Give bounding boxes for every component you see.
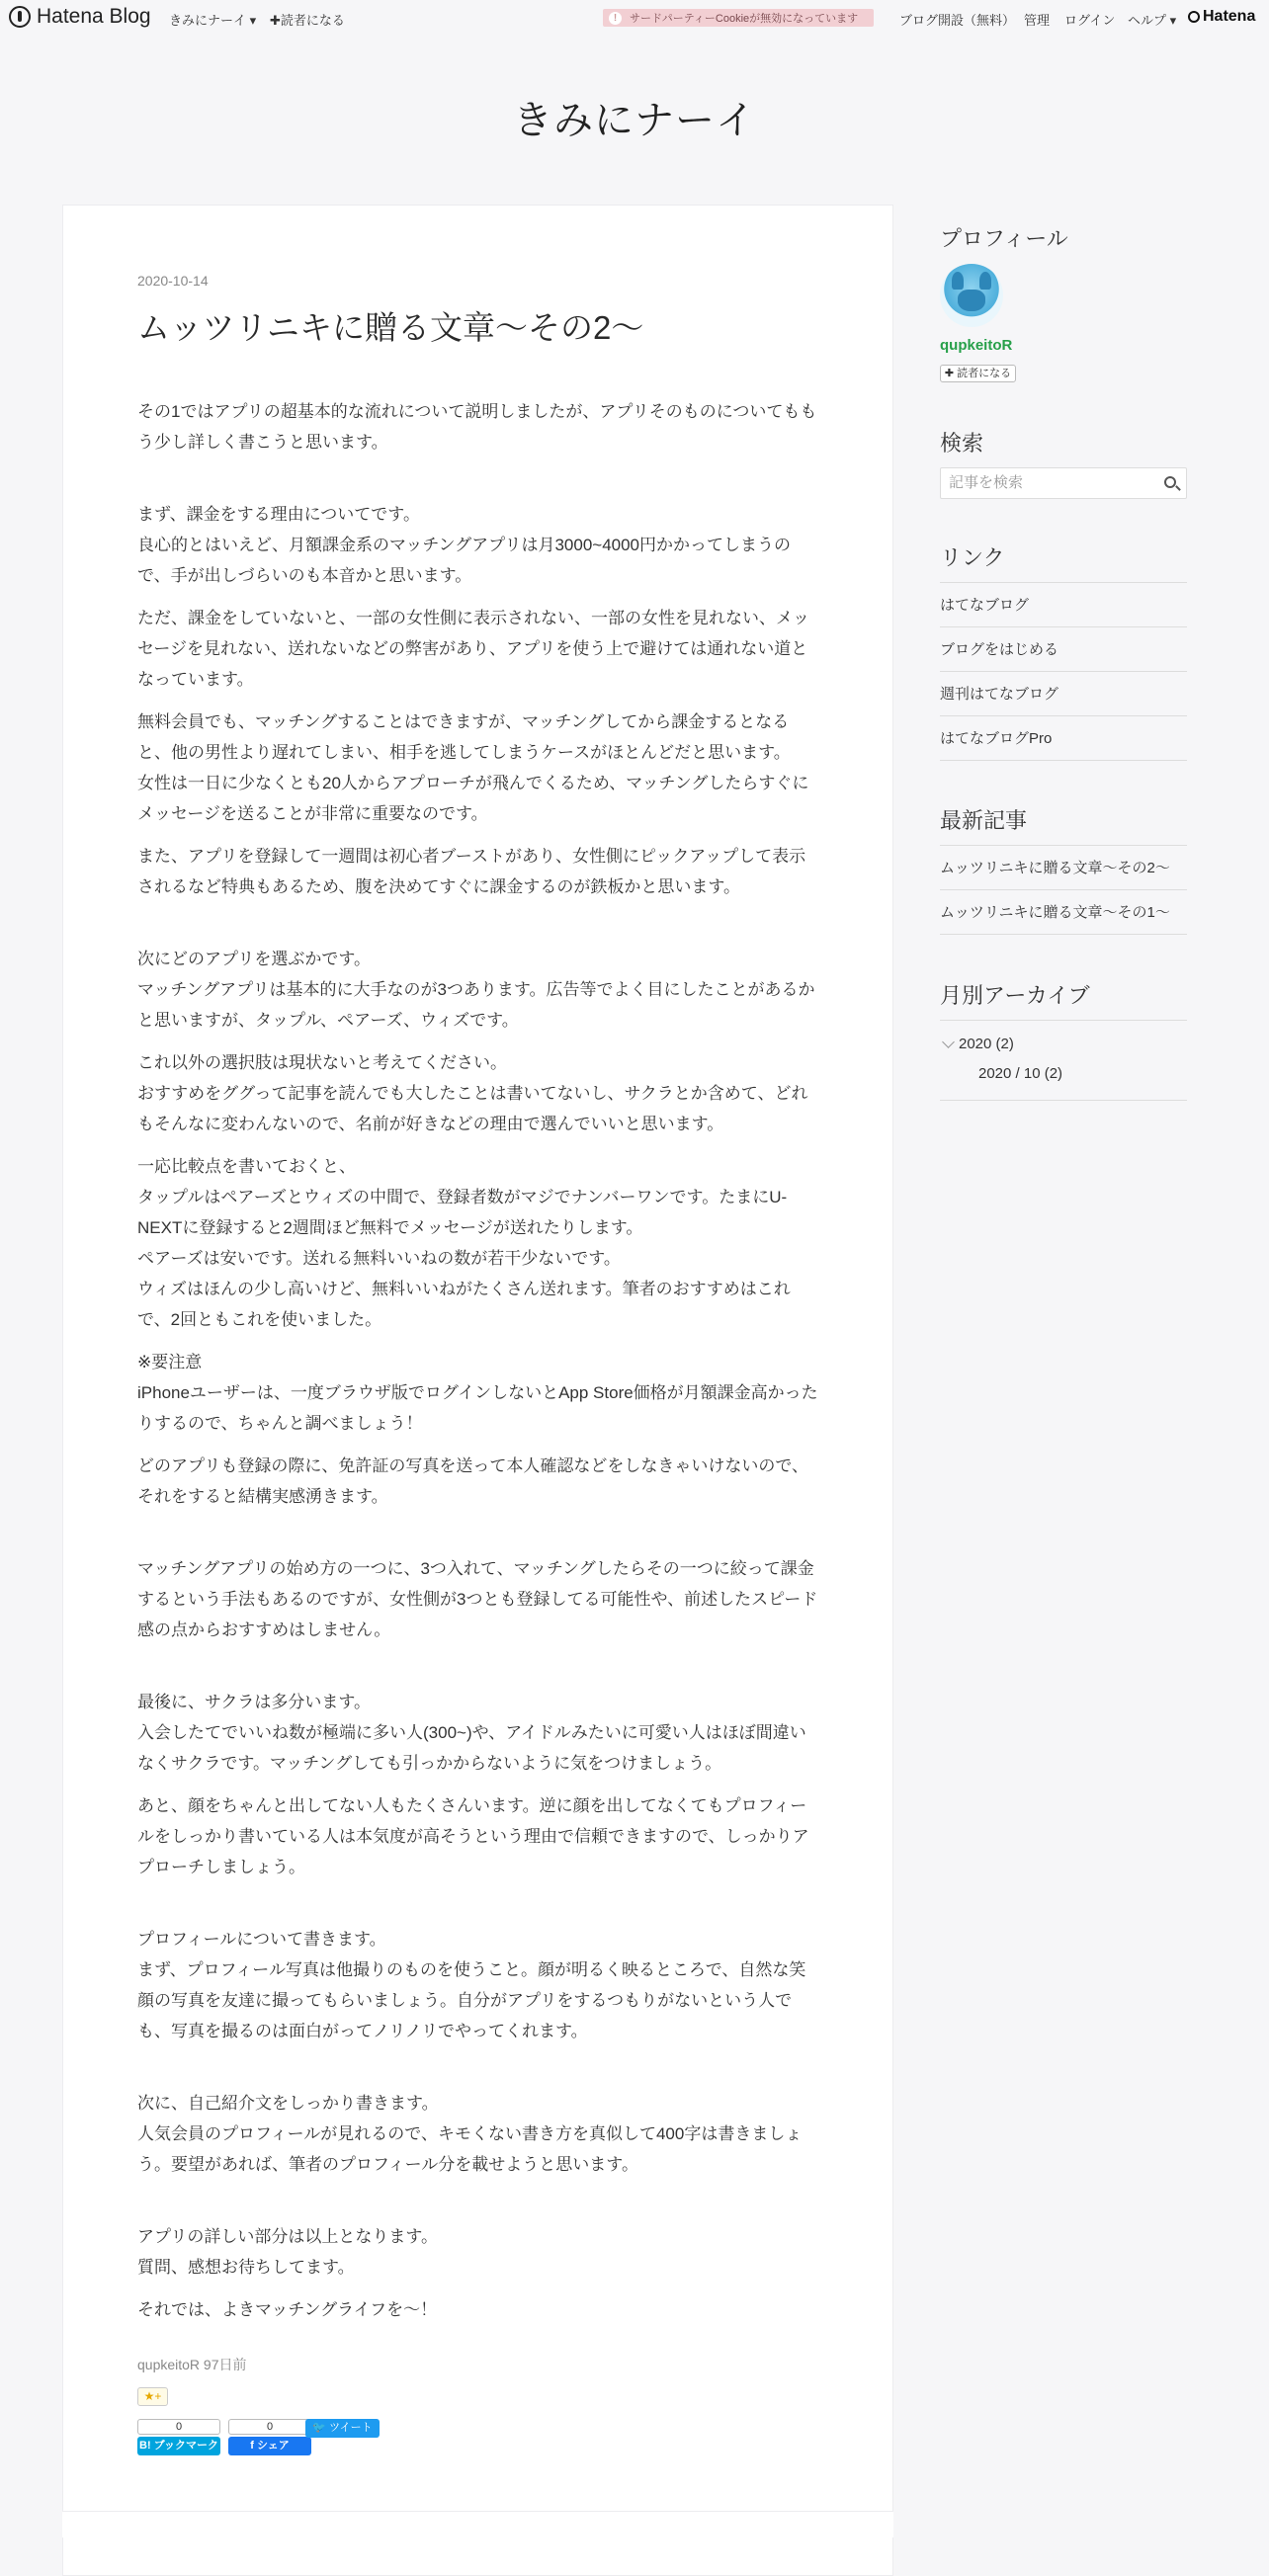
entry-paragraph: その1ではアプリの超基本的な流れについて説明しましたが、アプリそのものについてももう少し詳しく書こうと思います。 <box>137 402 817 452</box>
entry-paragraph: 最後に、サクラは多分います。 入会したてでいいね数が極端に多い人(300~)や、アイドルみたいに可愛い人はほぼ間違いなくサクラです。マッチングしても引っかからないように気をつけましょう。 <box>137 1693 806 1773</box>
hatena-icon <box>1188 11 1200 23</box>
recent-posts-heading: 最新記事 <box>940 808 1028 833</box>
search-input[interactable]: 記事を検索 <box>940 467 1187 499</box>
cookie-notice-text: サードパーティーCookieが無効になっています <box>630 13 859 25</box>
hatena-brand-link[interactable] <box>1188 8 1255 26</box>
twitter-bird-icon: 🐦 <box>312 2422 330 2434</box>
entry-paragraph: 一応比較点を書いておくと、 タップルはペアーズとウィズの中間で、登録者数がマジでナンバーワンです。たまにU-NEXTに登録すると2週間ほど無料でメッセージが送れたりします。 ペアーズは安いです。送れる無料いいねの数が若干少ないです。 ウィズはほんの少し高いけど、無料いいねがたくさん送れます。筆者のおすすめはこれで、2回ともこれを使いました。 <box>137 1157 791 1329</box>
facebook-share[interactable] <box>228 2419 311 2455</box>
entry-paragraph: まず、課金をする理由についてです。 良心的とはいえど、月額課金系のマッチングアプリは月3000~4000円かかってしまうので、手が出しづらいのも本音かと思います。 <box>137 505 792 585</box>
recent-posts-list <box>940 845 1187 935</box>
logo-text: Hatena Blog <box>37 5 151 28</box>
add-star-button[interactable]: ★+ <box>137 2387 168 2406</box>
tweet-label: ツイート <box>329 2422 373 2434</box>
archive-month-link[interactable]: 2020 / 10 (2) <box>978 1065 1063 1082</box>
entry-paragraph: また、アプリを登録して一週間は初心者ブーストがあり、女性側にピックアップして表示されるなど特典もあるため、腹を決めてすぐに課金するのが鉄板かと思います。 <box>137 847 806 896</box>
entry-paragraph: これ以外の選択肢は現状ないと考えてください。 おすすめをググって記事を読んでも大したことは書いてないし、サクラとか含めて、どれもそんなに変わんないので、名前が好きなどの理由で選んでいいと思います。 <box>137 1053 808 1133</box>
hatena-blog-logo-icon <box>9 6 31 28</box>
entry-paragraph: 無料会員でも、マッチングすることはできますが、マッチングしてから課金するとなると、他の男性より遅れてしまい、相手を逃してしまうケースがほとんどだと思います。 女性は一日に少なくとも20人からアプローチが飛んでくるため、マッチングしたらすぐにメッセージを送ることが非常に重要なのです。 <box>137 712 809 823</box>
info-icon: ! <box>609 12 622 25</box>
login-link[interactable]: ログイン <box>1064 13 1116 28</box>
entry-date[interactable]: 2020-10-14 <box>137 273 209 289</box>
search-heading: 検索 <box>940 431 984 456</box>
archive-year-toggle[interactable] <box>944 1036 1014 1052</box>
cookie-notice-banner[interactable] <box>603 9 874 27</box>
tweet-button[interactable] <box>305 2419 380 2438</box>
entry-title[interactable]: ムッツリニキに贈る文章〜その2〜 <box>137 309 644 346</box>
archive-list <box>940 1020 1187 1101</box>
hatena-brand-text: Hatena <box>1203 8 1256 25</box>
entry-paragraph: マッチングアプリの始め方の一つに、3つ入れて、マッチングしたらその一つに絞って課金するという手法もあるのですが、女性側が3つとも登録してる可能性や、前述したスピード感の点からおすすめはしません。 <box>137 1559 818 1639</box>
hatena-blog-logo[interactable] <box>9 5 151 29</box>
bookmark-count: 0 <box>137 2419 220 2435</box>
archive-year: 2020 (2) <box>959 1036 1014 1052</box>
blog-title[interactable]: きみにナーイ <box>513 99 756 142</box>
links-list <box>940 582 1187 761</box>
link-hatena-pro[interactable]: はてなブログPro <box>940 716 1187 761</box>
entry-body <box>137 396 819 2337</box>
entry-paragraph: それでは、よきマッチングライフを〜！ <box>137 2300 438 2319</box>
chevron-down-icon <box>942 1036 955 1048</box>
entry-paragraph: ※要注意 iPhoneユーザーは、一度ブラウザ版でログインしないとApp Store価格が月額課金高かったりするので、ちゃんと調べましょう！ <box>137 1353 818 1433</box>
recent-post-item[interactable]: ムッツリニキに贈る文章〜その1〜 <box>940 890 1187 935</box>
profile-heading: プロフィール <box>940 226 1068 251</box>
facebook-share-button[interactable]: f シェア <box>228 2437 311 2455</box>
subscribe-link[interactable]: ✚読者になる <box>270 13 345 28</box>
profile-avatar[interactable] <box>940 264 1003 327</box>
link-weekly-hatena[interactable]: 週刊はてなブログ <box>940 672 1187 716</box>
hatena-bookmark-share[interactable] <box>137 2419 220 2455</box>
entry-paragraph: どのアプリも登録の際に、免許証の写真を送って本人確認などをしなきゃいけないので、それをすると結構実感湧きます。 <box>137 1456 808 1506</box>
search-icon[interactable] <box>1164 476 1176 488</box>
avatar-ear <box>979 272 991 290</box>
next-section-edge <box>62 2511 893 2537</box>
entry-paragraph: あと、顔をちゃんと出してない人もたくさんいます。逆に顔を出してなくてもプロフィールをしっかり書いている人は本気度が高そうという理由で信頼できますので、しっかりアプローチしましょう。 <box>137 1796 809 1876</box>
avatar-face <box>958 290 985 311</box>
entry-paragraph: アプリの詳しい部分は以上となります。 質問、感想お待ちしてます。 <box>137 2227 438 2277</box>
blog-menu-dropdown[interactable]: きみにナーイ ▾ <box>169 13 257 28</box>
profile-name[interactable]: qupkeitoR <box>940 337 1013 354</box>
links-heading: リンク <box>940 545 1005 570</box>
entry-footer-author[interactable]: qupkeitoR 97日前 <box>137 2357 247 2372</box>
hatena-bookmark-button[interactable]: B! ブックマーク <box>137 2437 220 2455</box>
archive-heading: 月別アーカイブ <box>940 983 1090 1008</box>
entry-paragraph: 次にどのアプリを選ぶかです。 マッチングアプリは基本的に大手なのが3つあります。広告等でよく目にしたことがあるかと思いますが、タップル、ペアーズ、ウィズです。 <box>137 950 815 1030</box>
entry-paragraph: プロフィールについて書きます。 まず、プロフィール写真は他撮りのものを使うこと。顔が明るく映るところで、自然な笑顔の写真を友達に撮ってもらいましょう。自分がアプリをするつもりがないという人でも、写真を撮るのは面白がってノリノリでやってくれます。 <box>137 1930 806 2040</box>
recent-post-item[interactable]: ムッツリニキに贈る文章〜その2〜 <box>940 846 1187 890</box>
link-hatena-blog[interactable]: はてなブログ <box>940 583 1187 627</box>
entry-paragraph: ただ、課金をしていないと、一部の女性側に表示されない、一部の女性を見れない、メッセージを見れない、送れないなどの弊害があり、アプリを使う上で避けては通れない道となっています。 <box>137 609 809 689</box>
manage-link[interactable]: 管理 <box>1024 13 1051 28</box>
facebook-count: 0 <box>228 2419 311 2435</box>
subscribe-button[interactable]: ✚ 読者になる <box>940 365 1016 382</box>
help-dropdown[interactable]: ヘルプ ▾ <box>1128 13 1177 28</box>
top-navigation-bar <box>0 0 1269 36</box>
link-start-blog[interactable]: ブログをはじめる <box>940 627 1187 672</box>
avatar-ear <box>952 272 964 290</box>
entry-paragraph: 次に、自己紹介文をしっかり書きます。 人気会員のプロフィールが見れるので、キモくない書き方を真似して400字は書きましょう。要望があれば、筆者のプロフィール分を載せようと思います。 <box>137 2094 803 2174</box>
open-blog-link[interactable]: ブログ開設（無料） <box>899 13 1016 28</box>
